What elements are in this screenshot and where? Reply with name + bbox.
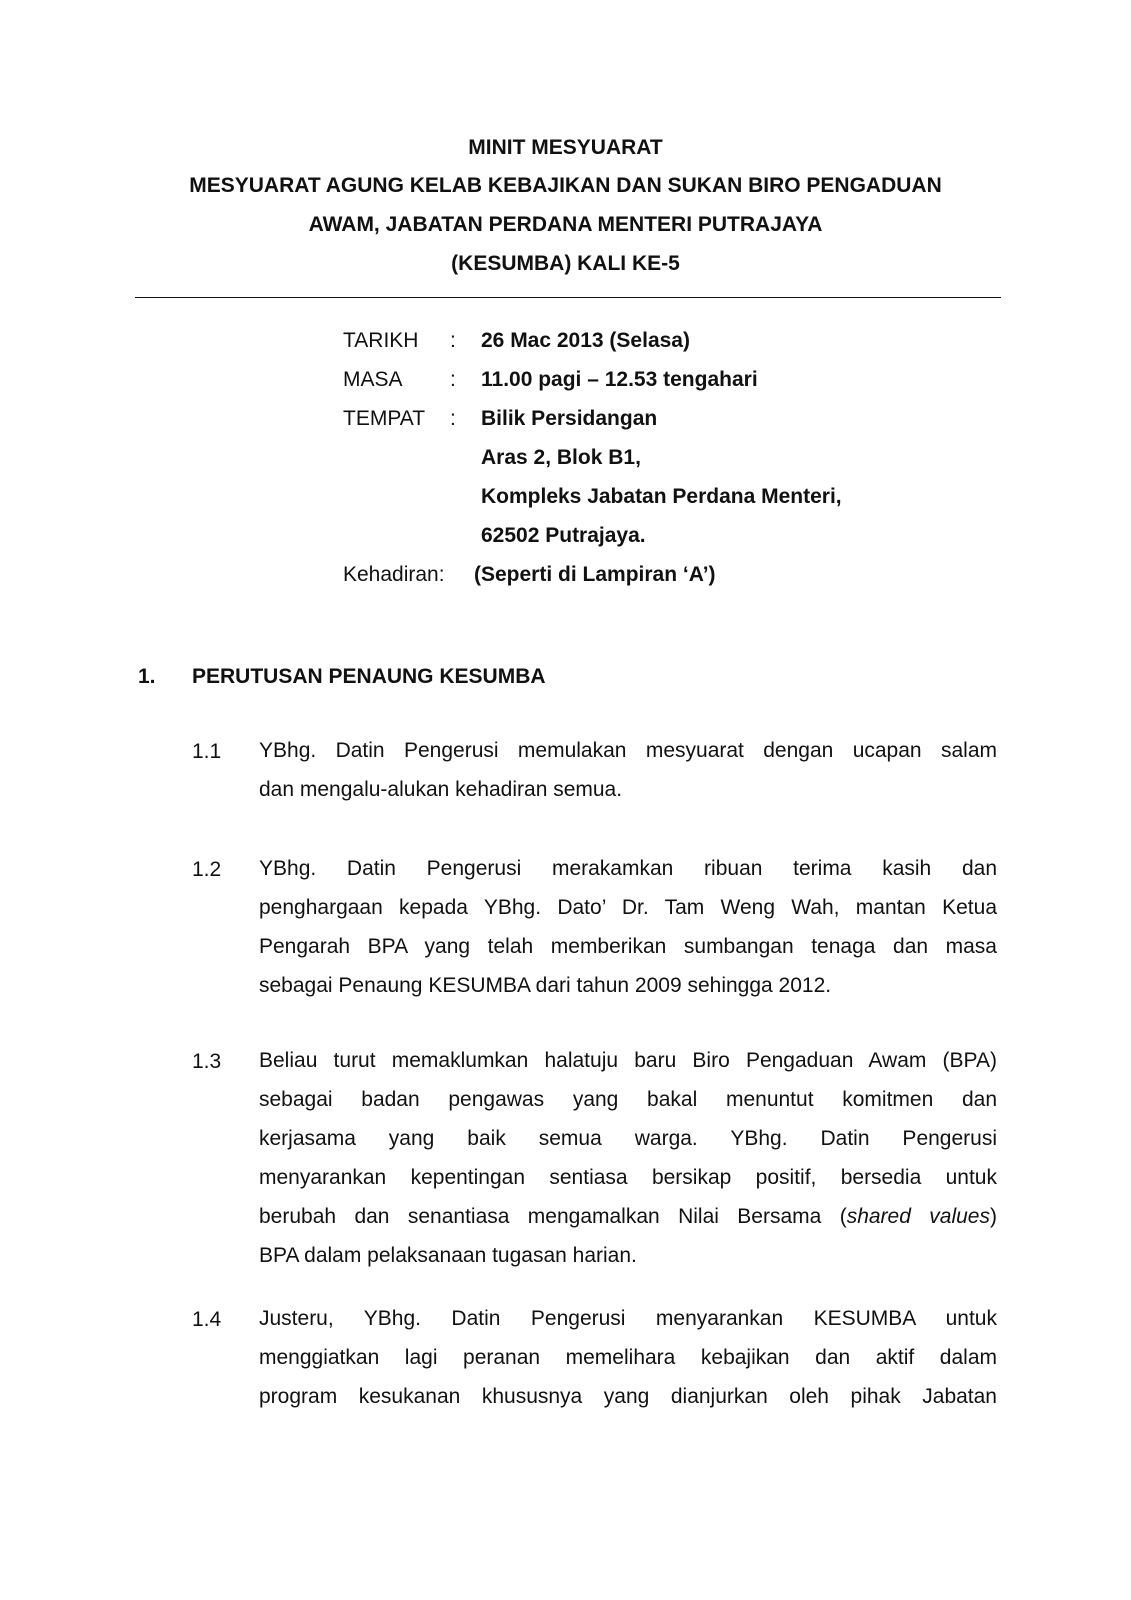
- paragraph-line: penghargaan kepada YBhg. Dato’ Dr. Tam Weng Wah, mantan Ketua: [259, 896, 997, 919]
- paragraph-line: sebagai Penaung KESUMBA dari tahun 2009 sehingga 2012.: [259, 974, 832, 997]
- section-number: 1.: [138, 665, 156, 688]
- item-number: 1.3: [192, 1050, 222, 1073]
- paragraph-line: kerjasama yang baik semua warga. YBhg. Datin Pengerusi: [259, 1127, 997, 1150]
- meeting-title-line-3: (KESUMBA) KALI KE-5: [451, 252, 680, 275]
- kehadiran-value: (Seperti di Lampiran ‘A’): [474, 563, 716, 586]
- item-number: 1.2: [192, 858, 222, 881]
- paragraph-line: dan mengalu-alukan kehadiran semua.: [259, 778, 623, 801]
- document-title: MINIT MESYUARAT: [468, 136, 663, 159]
- paragraph-line: BPA dalam pelaksanaan tugasan harian.: [259, 1244, 637, 1267]
- tarikh-label: TARIKH: [343, 329, 419, 352]
- item-number: 1.1: [192, 740, 222, 763]
- italic-term: shared values: [846, 1205, 990, 1228]
- paragraph-line: sebagai badan pengawas yang bakal menuntut komitmen dan: [259, 1088, 997, 1111]
- paragraph-line: Beliau turut memaklumkan halatuju baru Biro Pengaduan Awam (BPA): [259, 1049, 997, 1072]
- paragraph-line: menggiatkan lagi peranan memelihara kebajikan dan aktif dalam: [259, 1346, 997, 1369]
- tempat-value-line-2: Aras 2, Blok B1,: [481, 446, 641, 469]
- paragraph-line: YBhg. Datin Pengerusi memulakan mesyuarat dengan ucapan salam: [259, 739, 997, 762]
- masa-colon: :: [450, 368, 456, 391]
- header-divider: [135, 297, 1001, 298]
- kehadiran-label: Kehadiran:: [343, 563, 445, 586]
- paragraph-line: YBhg. Datin Pengerusi merakamkan ribuan terima kasih dan: [259, 857, 997, 880]
- tempat-value-line-3: Kompleks Jabatan Perdana Menteri,: [481, 485, 842, 508]
- paragraph-line: menyarankan kepentingan sentiasa bersikap positif, bersedia untuk: [259, 1166, 997, 1189]
- tempat-value-line-1: Bilik Persidangan: [481, 407, 658, 430]
- line-text: berubah dan senantiasa mengamalkan Nilai Bersama (: [259, 1205, 847, 1228]
- tarikh-colon: :: [450, 329, 456, 352]
- item-paragraph: [259, 1299, 997, 1416]
- masa-label: MASA: [343, 368, 403, 391]
- line-text: ): [990, 1205, 997, 1228]
- tempat-label: TEMPAT: [343, 407, 426, 430]
- section-title: PERUTUSAN PENAUNG KESUMBA: [192, 665, 546, 688]
- item-paragraph: [259, 849, 997, 1005]
- paragraph-line: Pengarah BPA yang telah memberikan sumbangan tenaga dan masa: [259, 935, 997, 958]
- masa-value: 11.00 pagi – 12.53 tengahari: [481, 368, 758, 391]
- meeting-title-line-1: MESYUARAT AGUNG KELAB KEBAJIKAN DAN SUKAN BIRO PENGADUAN: [189, 174, 942, 197]
- item-number: 1.4: [192, 1308, 222, 1331]
- paragraph-line: program kesukanan khususnya yang dianjurkan oleh pihak Jabatan: [259, 1385, 997, 1408]
- paragraph-line: [259, 1197, 997, 1236]
- tempat-colon: :: [450, 407, 456, 430]
- tempat-value-line-4: 62502 Putrajaya.: [481, 524, 646, 547]
- paragraph-line: Justeru, YBhg. Datin Pengerusi menyarankan KESUMBA untuk: [259, 1307, 997, 1330]
- tarikh-value: 26 Mac 2013 (Selasa): [481, 329, 690, 352]
- item-paragraph: [259, 731, 997, 809]
- item-paragraph: [259, 1041, 997, 1275]
- meeting-title-line-2: AWAM, JABATAN PERDANA MENTERI PUTRAJAYA: [308, 213, 823, 236]
